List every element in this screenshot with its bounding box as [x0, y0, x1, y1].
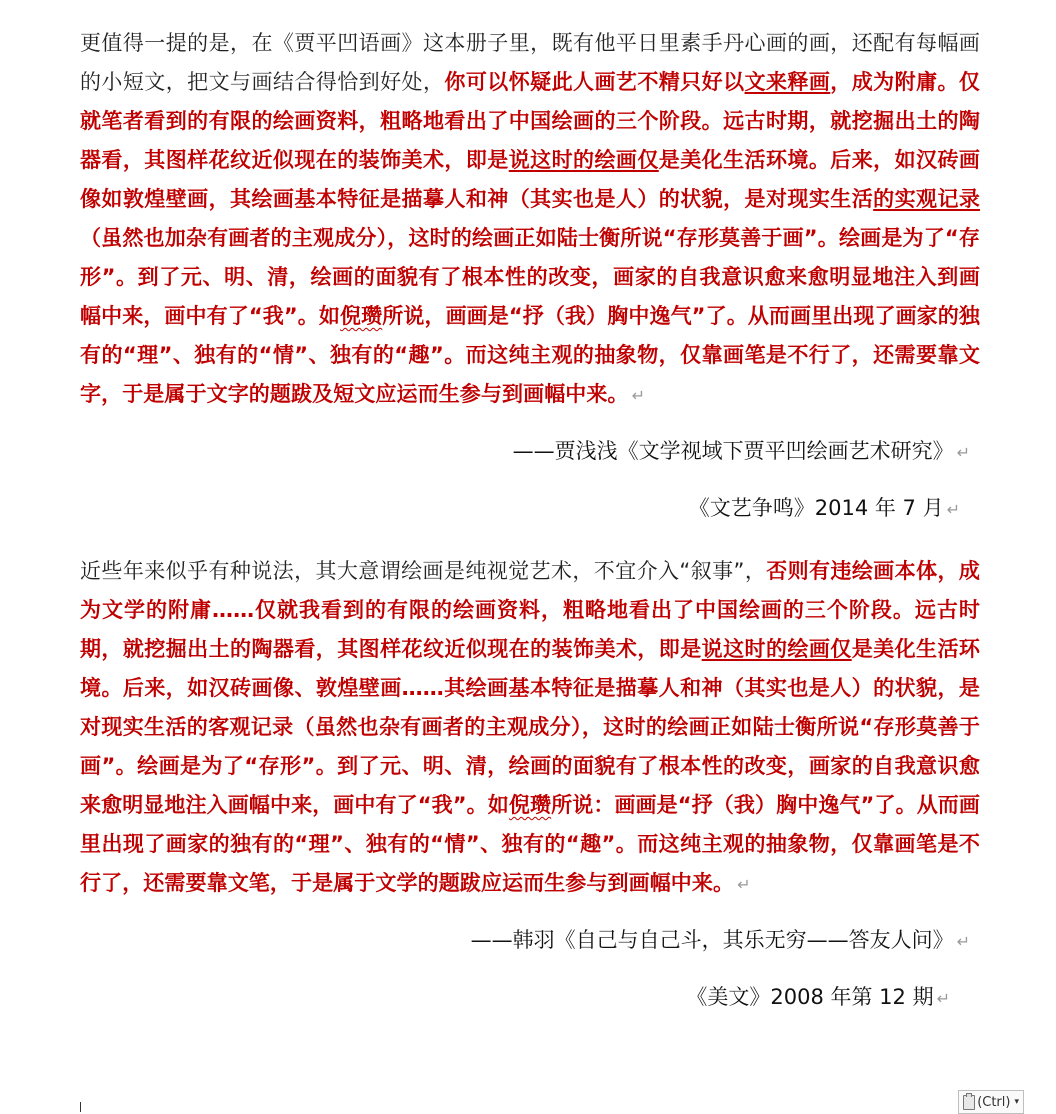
p2-underline-1: 说这时的绘画仅	[701, 637, 852, 661]
paragraph-mark-icon: ↵	[946, 500, 960, 519]
p1-highlight-4: （虽然也加杂有画者的主观成分），这时的绘画正如陆士衡所说“存形莫善于画”。绘画是为了“存形”。到了元、明、清，绘画的面貌有了根本性的改变，画家的自我意识愈来愈明显地注入到画幅中来，画中有了“我”。如	[80, 226, 980, 328]
p1-highlight-1: 你可以怀疑此人画艺不精只好以	[444, 70, 745, 94]
paragraph-mark-icon: ↵	[737, 875, 751, 894]
paragraph-mark-icon: ↵	[956, 932, 970, 951]
citation-author-2[interactable]	[80, 921, 980, 961]
p1-highlight-5: 所说，画画是“抒（我）胸中逸气”了。从而画里出现了画家的独有的“理”、独有的“情”、独有的“趣”。而这纯主观的抽象物，仅靠画笔是不行了，还需要靠文字，于是属于文字的题跋及短文应运而生参与到画幅中来。	[80, 304, 980, 406]
citation-author-1[interactable]	[80, 432, 980, 472]
p2-highlight-2: 是美化生活环境。后来，如汉砖画像、敦煌壁画……其绘画基本特征是描摹人和神（其实也是人）的状貌，是对现实生活的客观记录（虽然也杂有画者的主观成分），这时的绘画正如陆士衡所说“存形莫善于画”。绘画是为了“存形”。到了元、明、清，绘画的面貌有了根本性的改变，画家的自我意识愈来愈明显地注入画幅中来，画中有了“我”。如	[80, 637, 980, 817]
citation-source-2[interactable]	[80, 978, 980, 1018]
p2-spellcheck-word: 倪瓒	[508, 793, 552, 817]
chevron-down-icon: ▾	[1014, 1097, 1019, 1107]
p1-highlight-3: 是美化生活环境。后来，如汉砖画像如敦煌壁画，其绘画基本特征是描摹人和神（其实也是人）的状貌，是对现实生活	[80, 148, 981, 211]
p1-underline-1: 文来释画	[744, 70, 831, 94]
citation-source-1[interactable]	[80, 489, 980, 529]
paragraph-mark-icon: ↵	[956, 443, 970, 462]
p1-highlight-2: ，成为附庸。仅就笔者看到的有限的绘画资料，粗略地看出了中国绘画的三个阶段。远古时期，就挖掘出土的陶器看，其图样花纹近似现在的装饰美术，即是	[80, 70, 980, 172]
p1-plain-text: 更值得一提的是，在《贾平凹语画》这本册子里，既有他平日里素手丹心画的画，还配有每幅画的小短文，把文与画结合得恰到好处，	[80, 31, 980, 94]
citation-source-1-text: 《文艺争鸣》2014 年 7 月	[688, 496, 944, 520]
citation-author-1-text: ——贾浅浅《文学视域下贾平凹绘画艺术研究》	[512, 439, 954, 463]
paste-options-button[interactable]	[958, 1090, 1024, 1114]
document-body	[80, 24, 980, 1018]
paragraph-2[interactable]	[80, 552, 980, 904]
p1-underline-3: 的实观记录	[873, 187, 981, 211]
text-cursor	[80, 1102, 81, 1112]
paragraph-mark-icon: ↵	[631, 386, 646, 405]
paragraph-mark-icon: ↵	[936, 989, 950, 1008]
citation-source-2-text: 《美文》2008 年第 12 期	[686, 985, 934, 1009]
citation-author-2-text: ——韩羽《自己与自己斗，其乐无穷——答友人问》	[470, 928, 954, 952]
p2-plain-text: 近些年来似乎有种说法，其大意谓绘画是纯视觉艺术，不宜介入“叙事”，	[80, 559, 767, 583]
p1-underline-2: 说这时的绘画仅	[508, 148, 659, 172]
p2-highlight-3: 所说：画画是“抒（我）胸中逸气”了。从而画里出现了画家的独有的“理”、独有的“情”、独有的“趣”。而这纯主观的抽象物，仅靠画笔是不行了，还需要靠文笔，于是属于文学的题跋应运而生参与到画幅中来。	[80, 793, 981, 895]
paragraph-1[interactable]	[80, 24, 980, 415]
paste-options-label: (Ctrl)	[977, 1094, 1011, 1110]
p2-highlight-1: 否则有违绘画本体，成为文学的附庸……仅就我看到的有限的绘画资料，粗略地看出了中国绘画的三个阶段。远古时期，就挖掘出土的陶器看，其图样花纹近似现在的装饰美术，即是	[80, 559, 981, 661]
clipboard-icon	[963, 1095, 975, 1110]
p1-spellcheck-word: 倪瓒	[340, 304, 383, 328]
